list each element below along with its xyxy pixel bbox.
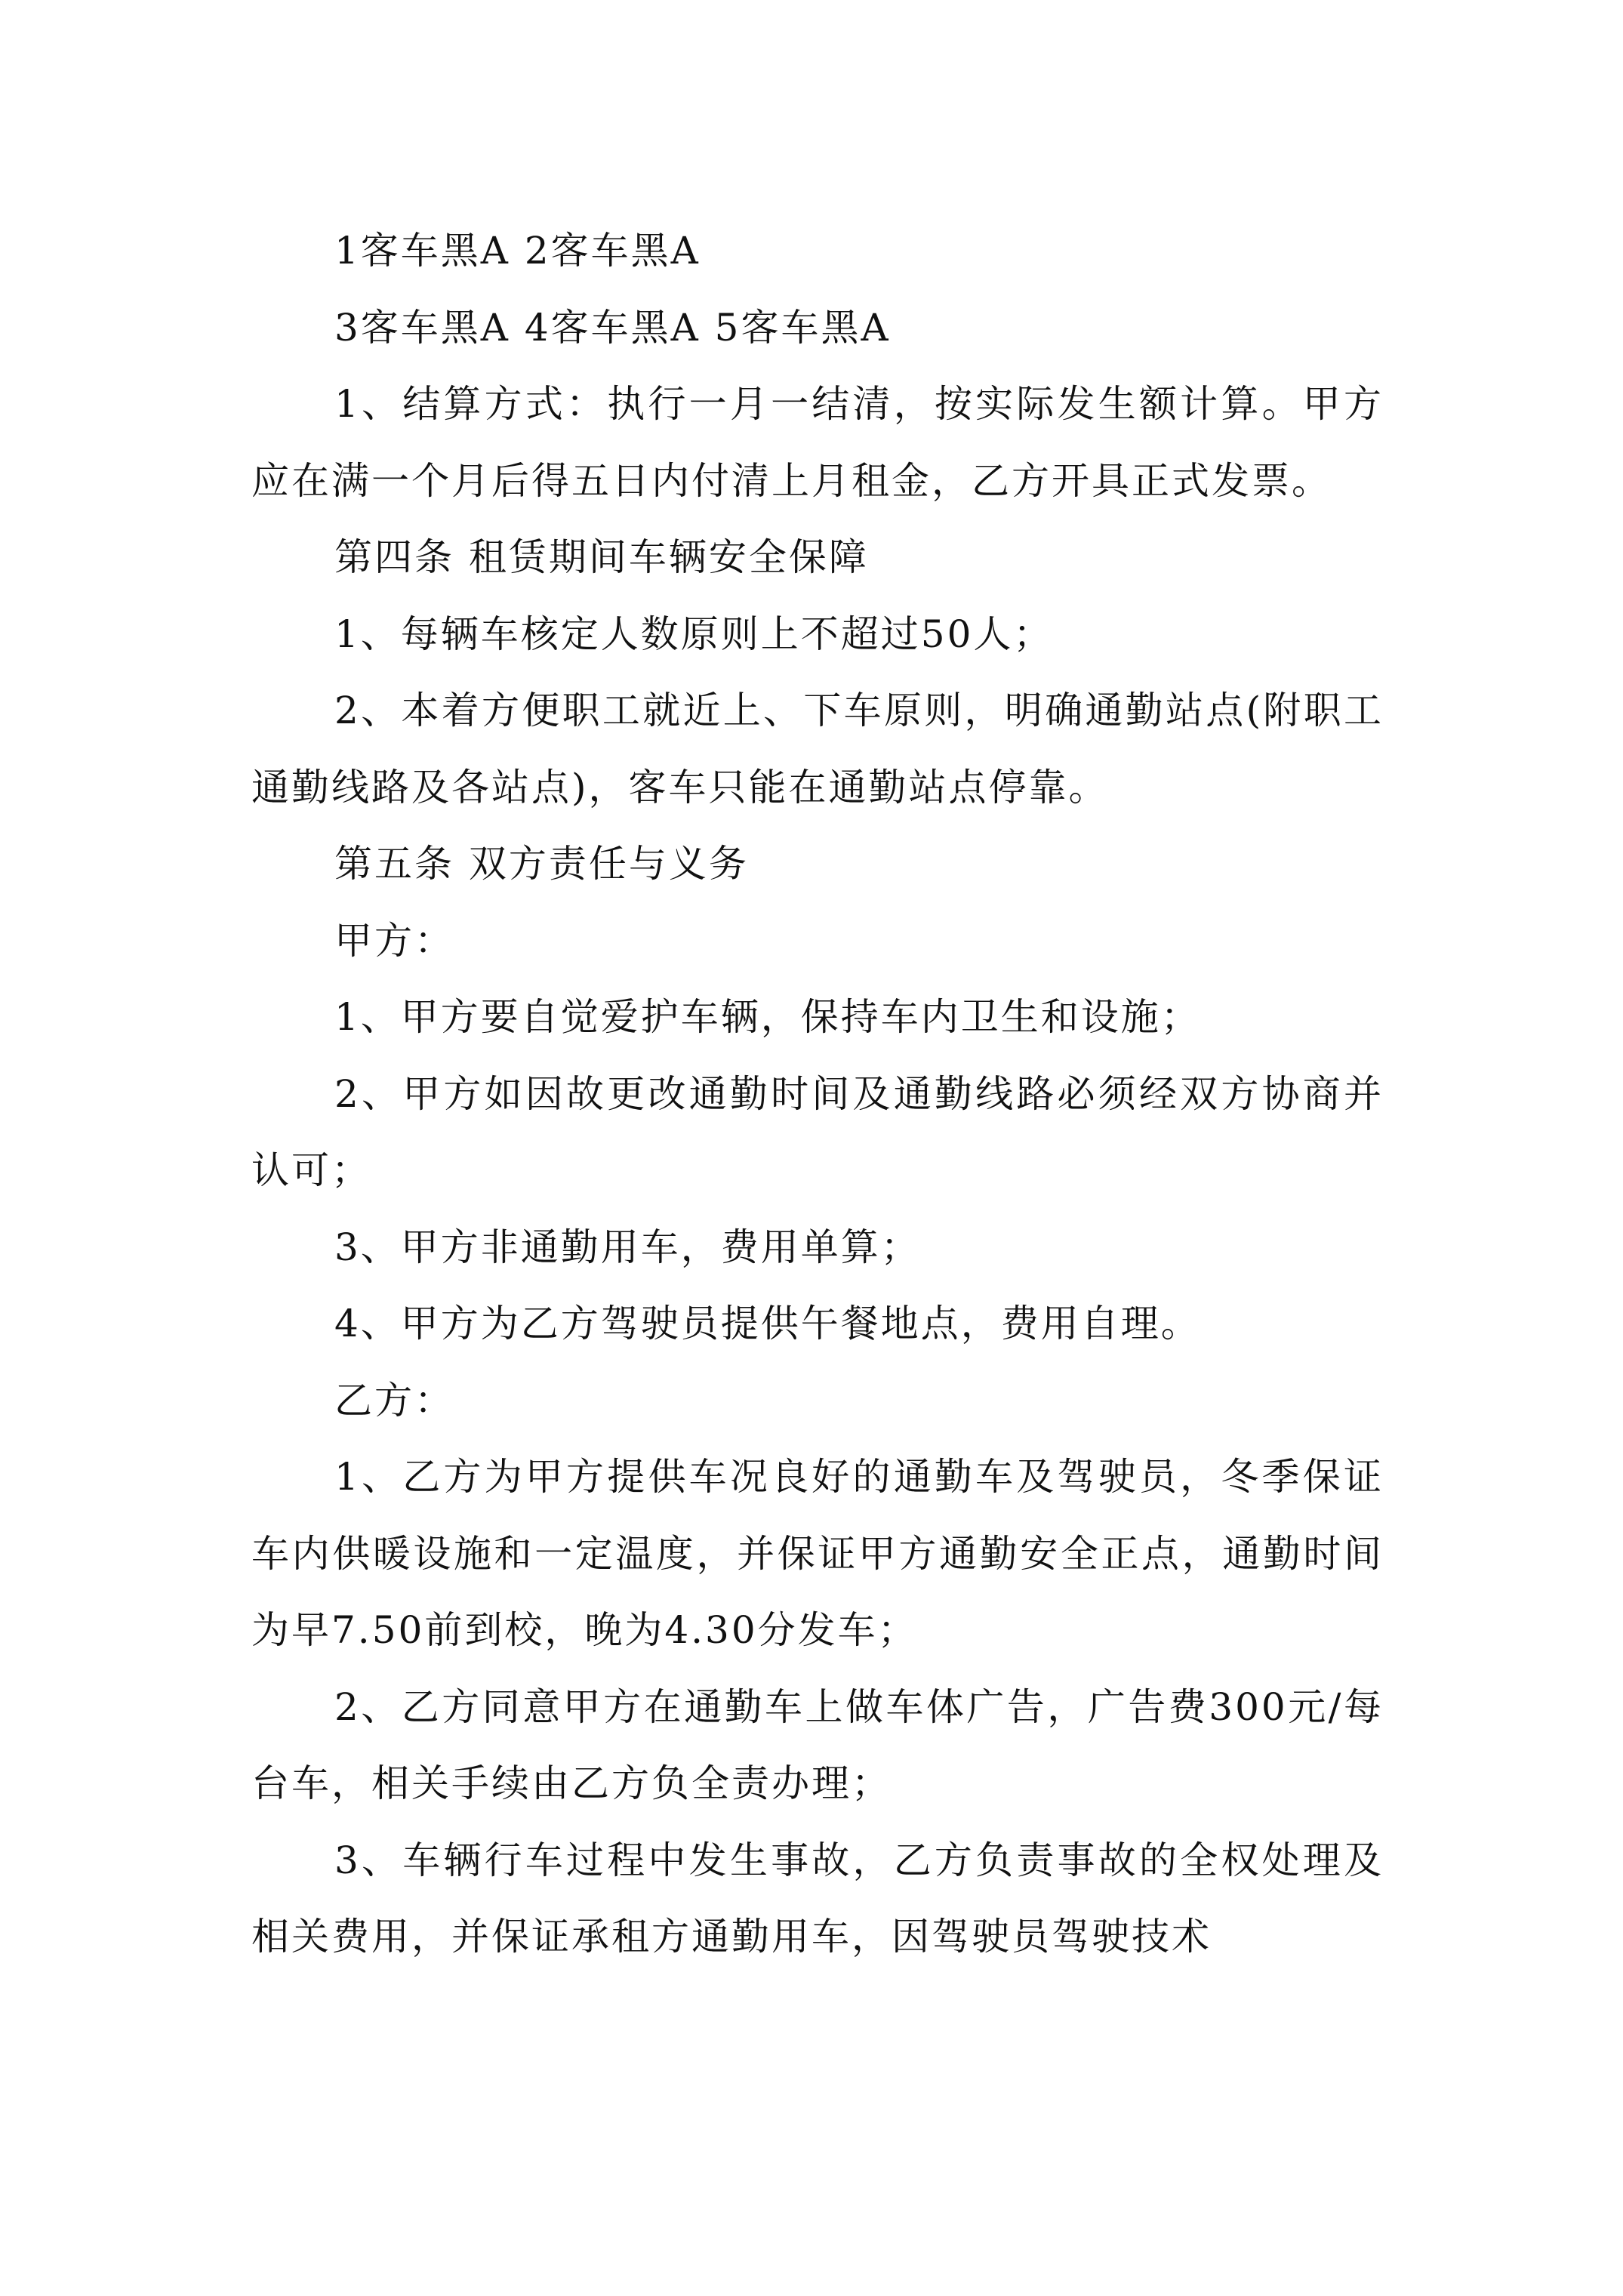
paragraph-party-a-1: 1、甲方要自觉爱护车辆，保持车内卫生和设施； (334, 995, 1201, 1039)
paragraph-party-b-2: 2、乙方同意甲方在通勤车上做车体广告，广告费300元/每台车，相关手续由乙方负全责办理； (251, 1684, 1384, 1805)
paragraph-settlement: 1、结算方式：执行一月一结清，按实际发生额计算。甲方应在满一个月后得五日内付清上月租金，乙方开具正式发票。 (251, 382, 1384, 503)
paragraph-party-a-3: 3、甲方非通勤用车，费用单算； (334, 1225, 921, 1269)
heading-party-a: 甲方： (334, 918, 454, 963)
paragraph-bus-list-1: 1客车黑A 2客车黑A (334, 229, 701, 273)
paragraph-stops: 2、本着方便职工就近上、下车原则，明确通勤站点(附职工通勤线路及各站点)，客车只能在通勤站点停靠。 (251, 689, 1384, 809)
paragraph-party-b-1: 1、乙方为甲方提供车况良好的通勤车及驾驶员，冬季保证车内供暖设施和一定温度，并保证甲方通勤安全正点，通勤时间为早7.50前到校，晚为4.30分发车； (251, 1455, 1384, 1652)
paragraph-party-a-4: 4、甲方为乙方驾驶员提供午餐地点，费用自理。 (334, 1302, 1201, 1345)
heading-article-4: 第四条 租赁期间车辆安全保障 (334, 535, 869, 579)
document-body (251, 213, 1384, 1976)
paragraph-bus-list-2: 3客车黑A 4客车黑A 5客车黑A (334, 305, 891, 350)
heading-article-5: 第五条 双方责任与义务 (334, 842, 749, 886)
paragraph-party-a-2: 2、甲方如因故更改通勤时间及通勤线路必须经双方协商并认可； (251, 1071, 1384, 1192)
paragraph-party-b-3: 3、车辆行车过程中发生事故，乙方负责事故的全权处理及相关费用，并保证承租方通勤用车，因驾驶员驾驶技术 (251, 1838, 1384, 1959)
paragraph-capacity: 1、每辆车核定人数原则上不超过50人； (334, 612, 1054, 656)
heading-party-b: 乙方： (334, 1378, 454, 1422)
